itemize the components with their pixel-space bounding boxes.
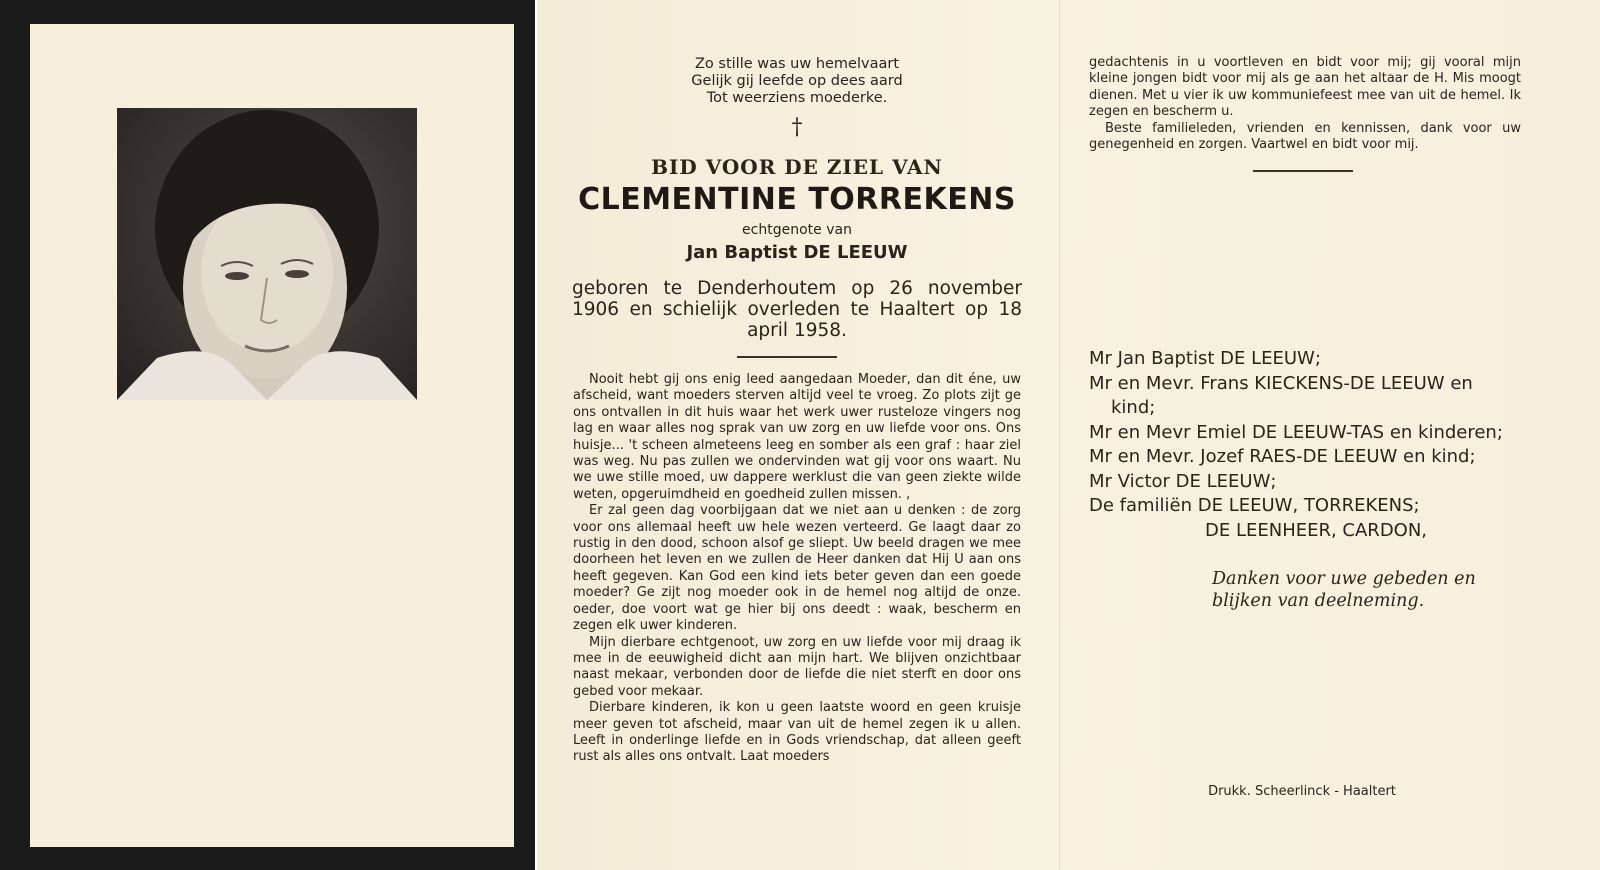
poem-line: Zo stille was uw hemelvaart	[694, 56, 900, 72]
thanks-line: Danken voor uwe gebeden en	[1212, 569, 1476, 589]
birth-death-text: geboren te Denderhoutem op 26 november 1906 en schielijk overleden te Haaltert op 18 april 1958.	[572, 278, 1022, 341]
paragraph: gedachtenis in u voortleven en bidt voor mij; gij vooral mijn kleine jongen bidt voor mij als ge aan het altaar de H. Mis moogt dienen. Met u vier ik uw kommuniefeest mee van uit de hemel. Ik zegen en bescherm u.	[1089, 55, 1521, 120]
prayer-heading: BID VOOR DE ZIEL VAN	[651, 155, 943, 179]
spouse-name: Jan Baptist DE LEEUW	[686, 242, 908, 263]
photo-card	[0, 0, 535, 870]
paragraph: Nooit hebt gij ons enig leed aangedaan Moeder, dan dit éne, uw afscheid, want moeders sterven altijd veel te vroeg. Zo plots zijt ge ons ontvallen in dit huis waar het werk uwer rusteloze vingers nog lag en waar alles nog sprak van uw zorg en uw liefde voor ons. Ons huisje... 't scheen almeteens leeg en somber als een graf : haar ziel was weg. Nu pas zullen we ondervinden wat gij voor ons waart. Nu we uwe stille moed, uw dappere werklust die van geen ziekte wilde weten, opgeruimdheid en goedheid zullen missen. ,	[573, 372, 1021, 502]
fold-line	[1059, 0, 1060, 870]
poem	[537, 56, 1057, 107]
family-line: Mr en Mevr. Jozef RAES-DE LEEUW en kind;	[1089, 446, 1476, 467]
poem-line: Tot weerziens moederke.	[706, 90, 888, 106]
thanks-text	[1212, 568, 1532, 612]
poem-line: Gelijk gij leefde op dees aard	[691, 73, 903, 89]
family-line: De familiën DE LEEUW, TORREKENS;	[1089, 495, 1420, 516]
obituary-body	[573, 372, 1021, 766]
divider	[737, 356, 837, 358]
thanks-line: blijken van deelneming.	[1212, 591, 1425, 611]
paragraph: Er zal geen dag voorbijgaan dat we niet aan u denken : de zorg voor ons allemaal heeft uw hele wezen verteerd. Ge laagt daar zo rustig in den dood, schoon alsof ge sliept. Uw beeld dragen we mee doorheen het leven en we zullen de Heer danken dat Hij U aan ons heeft gegeven. Kan God een kind iets beter geven dan een goede moeder? Ge zijt nog moeder ook in de hemel nog altijd de onze. oeder, doe voort wat ge hier bij ons deedt : waak, bescherm en zegen elk uwer kinderen.	[573, 503, 1021, 634]
family-list	[1089, 347, 1529, 543]
family-line: kind;	[1111, 397, 1156, 418]
family-line: Mr en Mevr. Frans KIECKENS-DE LEEUW en	[1089, 372, 1473, 394]
photo-card-inner	[30, 24, 514, 847]
obituary-continued	[1089, 55, 1521, 153]
memorial-text-sheet	[537, 0, 1600, 870]
family-line: Mr Jan Baptist DE LEEUW;	[1089, 348, 1321, 369]
paragraph: Mijn dierbare echtgenoot, uw zorg en uw liefde voor mij draag ik mee in de eeuwigheid dicht aan mijn hart. We blijven onzichtbaar naast mekaar, verbonden door de liefde die niet sterft en door ons gebed voor mekaar.	[573, 634, 1021, 699]
family-line: DE LEENHEER, CARDON,	[1205, 519, 1428, 541]
paragraph: Beste familieleden, vrienden en kennissen, dank voor uw genegenheid en zorgen. Vaartwel en bidt voor mij.	[1089, 120, 1521, 153]
paragraph: Dierbare kinderen, ik kon u geen laatste woord en geen kruisje meer geven tot afscheid, maar van uit de hemel zegen ik u allen. Leeft in onderlinge liefde en in Gods vriendschap, dat alleen geeft rust als alles ons ontvalt. Laat moeders	[573, 700, 1021, 765]
family-line: Mr Victor DE LEEUW;	[1089, 470, 1277, 492]
portrait-photo	[117, 108, 417, 400]
spouse-label: echtgenote van	[742, 222, 852, 238]
divider	[1253, 170, 1353, 172]
printer-credit: Drukk. Scheerlinck - Haaltert	[1208, 784, 1396, 799]
cross-icon: †	[791, 115, 803, 140]
family-line: Mr en Mevr Emiel DE LEEUW-TAS en kinderen;	[1089, 421, 1503, 443]
deceased-name: CLEMENTINE TORREKENS	[578, 182, 1016, 217]
